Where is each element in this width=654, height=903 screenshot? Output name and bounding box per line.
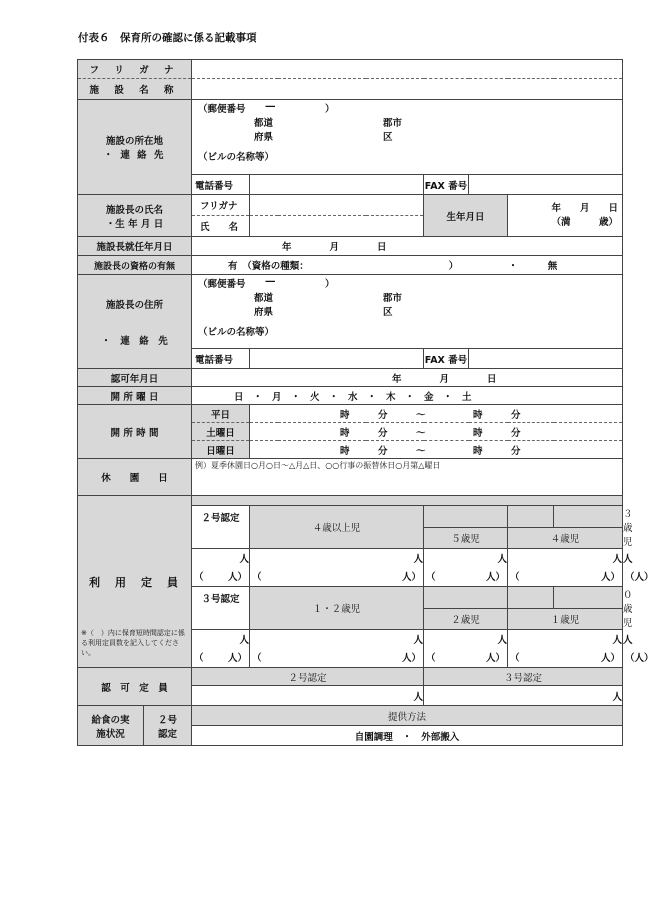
open-days-field[interactable]: 日 ・ 月 ・ 火 ・ 水 ・ 木 ・ 金 ・ 土 xyxy=(192,387,623,405)
age4-label: ４歳児 xyxy=(508,527,623,549)
director-name-field[interactable] xyxy=(250,216,424,237)
director-fax-label: FAX 番号 xyxy=(424,349,469,369)
appointed-date-label: 施設長就任年月日 xyxy=(78,237,192,256)
facility-address-field[interactable]: （郵便番号 ― ） 都道 郡市 府県 区 （ビルの名称等） xyxy=(192,100,623,175)
cap2-short-age4[interactable]: （ 人） xyxy=(508,567,623,587)
facility-tel-field[interactable] xyxy=(250,175,424,195)
cap3-age1[interactable]: 人 xyxy=(508,630,623,648)
appointed-date-field[interactable]: 年 月 日 xyxy=(192,237,623,256)
director-furigana-field[interactable] xyxy=(250,195,424,216)
cap2-age5[interactable]: 人 xyxy=(424,549,508,567)
director-fax-field[interactable] xyxy=(469,349,623,369)
meals-label: 給食の実 施状況 xyxy=(78,706,144,746)
cap2-short-4plus[interactable]: （ 人） xyxy=(250,567,424,587)
group3-label: ３号認定 xyxy=(192,587,250,630)
cap3-short-12[interactable]: （ 人） xyxy=(250,648,424,668)
cap2-short-age5[interactable]: （ 人） xyxy=(424,567,508,587)
hours-sunday-label: 日曜日 xyxy=(192,441,250,459)
hours-weekday-label: 平日 xyxy=(192,405,250,423)
facility-name-field[interactable] xyxy=(192,79,623,100)
director-name-label: 施設長の氏名 ・生 年 月 日 xyxy=(78,195,192,237)
approved-group3-label: ３号認定 xyxy=(424,668,623,686)
meals-method-field[interactable]: 自園調理 ・ 外部搬入 xyxy=(192,726,623,746)
open-hours-label: 開 所 時 間 xyxy=(78,405,192,459)
approval-date-label: 認可年月日 xyxy=(78,369,192,387)
furigana-label: フ リ ガ ナ xyxy=(78,60,192,79)
confirmation-form: フ リ ガ ナ 施 設 名 称 施設の所在地 ・ 連 絡 先 （郵便番号 ― ） 都道 郡市 府県 区 （ビルの名称等） 電話番号 FAX 番号 施設長の氏名 ・生 年 月 日 フリガナ 生年月日 年 月 日 （満 歳） 氏 名 施設長就任年月日 年 月 日 施設長の資格の有無 有 （資格の種類： ） ・ 無 施設長の住所 ・ 連 絡 先 （郵便番号 ― ） 都道 郡市 府県 区 （ビルの名称等） 電話番号 FAX 番号 認可年月日 年 月 日 開 所 曜 日 日 ・ 月 ・ 火 ・ 水 ・ 木 ・ 金 ・ 土 開 所 時 間 平日 時 分 ～ 時 分 土曜日 時 分 ～ 時 分 日曜日 時 分 ～ 時 分 休 園 日 例）夏季休園日○月○日～△月△日、○○行事の振替休日○月第△曜日 利 用 定 員 ※（ ）内に保育短時間認定に係る利用定員数を記入してください。 ２号認定 ４歳以上児 ３歳児 ５歳児 ４歳児 人 人 人 人 人 （ 人） （ 人） （ 人） （ 人） （ 人） ３号認定 １・２歳児 ０歳児 ２歳児 １歳児 人 人 人 人 人 （ 人） （ 人） （ 人） （ 人） （ 人） 認 可 定 員 ２号認定 ３号認定 人 人 給食の実 施状況 ２号 認定 提供方法 自園調理 ・ 外部搬入 xyxy=(77,59,623,746)
age1-label: １歳児 xyxy=(508,608,623,630)
hours-saturday-field[interactable]: 時 分 ～ 時 分 xyxy=(250,423,623,441)
facility-fax-label: FAX 番号 xyxy=(424,175,469,195)
facility-furigana-field[interactable] xyxy=(192,60,623,79)
age-header-b2 xyxy=(508,587,554,609)
director-address-field[interactable]: （郵便番号 ― ） 都道 郡市 府県 区 （ビルの名称等） xyxy=(192,275,623,349)
cap3-short-total[interactable]: （ 人） xyxy=(192,648,250,668)
cap2-4plus[interactable]: 人 xyxy=(250,549,424,567)
age-header-b3 xyxy=(554,587,623,609)
cap2-age4[interactable]: 人 xyxy=(508,549,623,567)
group2-label: ２号認定 xyxy=(192,506,250,549)
approved-capacity-label: 認 可 定 員 xyxy=(78,668,192,706)
hours-sunday-field[interactable]: 時 分 ～ 時 分 xyxy=(250,441,623,459)
qualification-label: 施設長の資格の有無 xyxy=(78,256,192,275)
approved-group2-label: ２号認定 xyxy=(192,668,424,686)
cap3-short-age1[interactable]: （ 人） xyxy=(508,648,623,668)
age-header-top xyxy=(424,506,508,528)
hours-weekday-field[interactable]: 時 分 ～ 時 分 xyxy=(250,405,623,423)
approved-group2-field[interactable]: 人 xyxy=(192,686,424,706)
cap3-total[interactable]: 人 xyxy=(192,630,250,648)
page-title: 付表６ 保育所の確認に係る記載事項 xyxy=(78,32,257,44)
birth-date-label: 生年月日 xyxy=(424,195,508,237)
birth-date-field[interactable]: 年 月 日 （満 歳） xyxy=(508,195,623,237)
cap2-short-total[interactable]: （ 人） xyxy=(192,567,250,587)
director-address-label: 施設長の住所 ・ 連 絡 先 xyxy=(78,275,192,369)
cap3-short-age2[interactable]: （ 人） xyxy=(424,648,508,668)
age-header-b1 xyxy=(424,587,508,609)
facility-fax-field[interactable] xyxy=(469,175,623,195)
open-days-label: 開 所 曜 日 xyxy=(78,387,192,405)
hours-saturday-label: 土曜日 xyxy=(192,423,250,441)
facility-name-label: 施 設 名 称 xyxy=(78,79,192,100)
age2-label: ２歳児 xyxy=(424,608,508,630)
director-tel-field[interactable] xyxy=(250,349,424,369)
closed-days-label: 休 園 日 xyxy=(78,459,192,496)
meals-method-label: 提供方法 xyxy=(192,706,623,726)
cap3-age2[interactable]: 人 xyxy=(424,630,508,648)
age12-label: １・２歳児 xyxy=(250,587,424,630)
age4plus-label: ４歳以上児 xyxy=(250,506,424,549)
closed-days-field[interactable]: 例）夏季休園日○月○日～△月△日、○○行事の振替休日○月第△曜日 xyxy=(192,459,623,496)
facility-tel-label: 電話番号 xyxy=(192,175,250,195)
qualification-field[interactable]: 有 （資格の種類： ） ・ 無 xyxy=(192,256,623,275)
age-header-top3 xyxy=(554,506,623,528)
director-shimei-label: 氏 名 xyxy=(192,216,250,237)
age5-label: ５歳児 xyxy=(424,527,508,549)
director-furigana-label: フリガナ xyxy=(192,195,250,216)
cap3-12[interactable]: 人 xyxy=(250,630,424,648)
capacity-header-strip xyxy=(192,496,623,506)
director-tel-label: 電話番号 xyxy=(192,349,250,369)
meals-cert-label: ２号 認定 xyxy=(144,706,192,746)
approval-date-field[interactable]: 年 月 日 xyxy=(192,369,623,387)
cap2-total[interactable]: 人 xyxy=(192,549,250,567)
facility-address-label: 施設の所在地 ・ 連 絡 先 xyxy=(78,100,192,195)
capacity-label-cell: 利 用 定 員 ※（ ）内に保育短時間認定に係る利用定員数を記入してください。 xyxy=(78,496,192,668)
approved-group3-field[interactable]: 人 xyxy=(424,686,623,706)
age-header-top2 xyxy=(508,506,554,528)
